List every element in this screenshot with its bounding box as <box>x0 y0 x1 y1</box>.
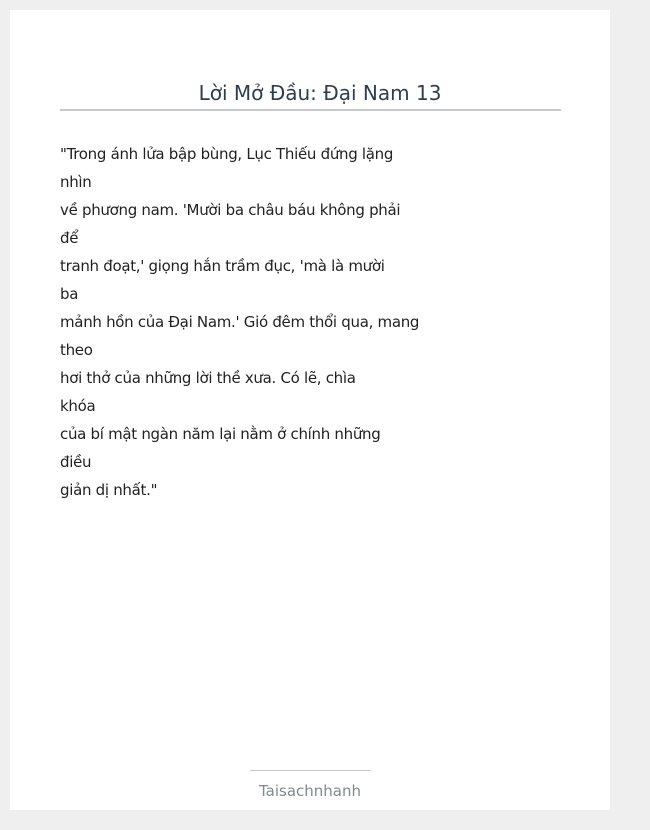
text-line: nhìn <box>60 173 92 191</box>
text-line: để <box>60 229 79 247</box>
text-line: tranh đoạt,' giọng hắn trầm đục, 'mà là mười <box>60 257 385 275</box>
footer-divider <box>250 770 371 771</box>
text-line: "Trong ánh lửa bập bùng, Lục Thiếu đứng lặng <box>60 145 394 163</box>
text-line: ba <box>60 285 79 303</box>
footer-brand: Taisachnhanh <box>258 782 362 800</box>
text-line: điều <box>60 453 92 471</box>
text-line: hơi thở của những lời thề xưa. Có lẽ, chìa <box>60 369 356 387</box>
text-line: của bí mật ngàn năm lại nằm ở chính những <box>60 425 381 443</box>
text-line: mảnh hồn của Đại Nam.' Gió đêm thổi qua, mang <box>60 313 420 331</box>
page <box>10 10 610 810</box>
text-line: về phương nam. 'Mười ba châu báu không phải <box>60 201 401 219</box>
text-line: khóa <box>60 397 96 415</box>
text-line: theo <box>60 341 93 359</box>
page-title: Lời Mở Đầu: Đại Nam 13 <box>198 81 442 105</box>
title-divider <box>60 109 561 111</box>
prologue-text <box>60 140 419 504</box>
text-line: giản dị nhất." <box>60 481 158 499</box>
